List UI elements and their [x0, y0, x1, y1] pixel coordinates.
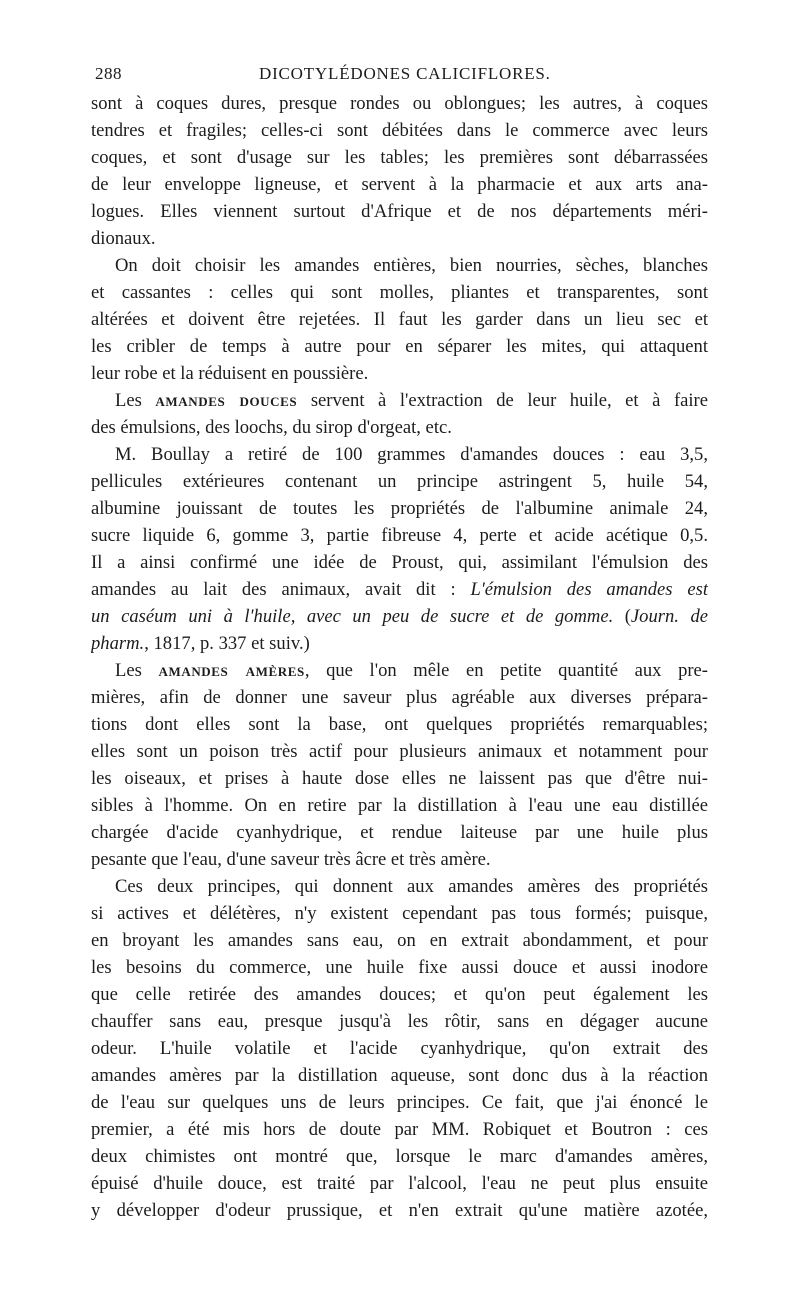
italic-quote: L'émulsion des amandes est [470, 579, 708, 600]
text-run: , que l'on mêle en petite quantité aux pre- [304, 660, 708, 681]
italic-citation: Journ. de [630, 606, 708, 627]
text-line: et cassantes : celles qui sont molles, pliantes et transparentes, sont [91, 282, 708, 303]
text-line: Ces deux principes, qui donnent aux amandes amères des propriétés [115, 876, 708, 897]
text-line: dionaux. [91, 228, 156, 249]
running-head [91, 58, 708, 90]
text-line: les oiseaux, et prises à haute dose elles ne laissent pas que d'être nui- [91, 768, 708, 789]
text-line: chauffer sans eau, presque jusqu'à les rôtir, sans en dégager aucune [91, 1011, 708, 1032]
text-line: sucre liquide 6, gomme 3, partie fibreuse 4, perte et acide acétique 0,5. [91, 525, 708, 546]
text-run: Les [115, 390, 156, 411]
small-caps-term: amandes amères [158, 660, 305, 681]
text-line: M. Boullay a retiré de 100 grammes d'amandes douces : eau 3,5, [115, 444, 708, 465]
text-line: chargée d'acide cyanhydrique, et rendue laiteuse par une huile plus [91, 822, 708, 843]
text-run: ( [613, 606, 631, 627]
text-line: logues. Elles viennent surtout d'Afrique et de nos départements méri- [91, 201, 708, 222]
text-line: elles sont un poison très actif pour plusieurs animaux et notamment pour [91, 741, 708, 762]
text-line: On doit choisir les amandes entières, bien nourries, sèches, blanches [115, 255, 708, 276]
text-line: en broyant les amandes sans eau, on en extrait abondamment, et pour [91, 930, 708, 951]
book-page [91, 58, 708, 1224]
text-run: , 1817, p. 337 et suiv.) [144, 633, 310, 654]
text-line: pesante que l'eau, d'une saveur très âcre et très amère. [91, 849, 491, 870]
text-line: altérées et doivent être rejetées. Il faut les garder dans un lieu sec et [91, 309, 708, 330]
text-run: servent à l'extraction de leur huile, et à faire [297, 390, 708, 411]
text-line: y développer d'odeur prussique, et n'en extrait qu'une matière azotée, [91, 1200, 708, 1221]
text-line [91, 630, 708, 657]
text-run: Les [115, 660, 159, 681]
text-line: Il a ainsi confirmé une idée de Proust, qui, assimilant l'émulsion des [91, 552, 708, 573]
text-line: que celle retirée des amandes douces; et qu'on peut également les [91, 984, 708, 1005]
text-line: premier, a été mis hors de doute par MM. Robiquet et Boutron : ces [91, 1119, 708, 1140]
text-line: épuisé d'huile douce, est traité par l'alcool, l'eau ne peut plus ensuite [91, 1173, 708, 1194]
text-line: si actives et délétères, n'y existent cependant pas tous formés; puisque, [91, 903, 708, 924]
text-line: tions dont elles sont la base, ont quelques propriétés remarquables; [91, 714, 708, 735]
text-line: amandes amères par la distillation aqueuse, sont donc dus à la réaction [91, 1065, 708, 1086]
text-line: les cribler de temps à autre pour en séparer les mites, qui attaquent [91, 336, 708, 357]
small-caps-term: amandes douces [155, 390, 298, 411]
text-line: pellicules extérieures contenant un principe astringent 5, huile 54, [91, 471, 708, 492]
body-text [91, 90, 708, 1224]
text-line: deux chimistes ont montré que, lorsque le marc d'amandes amères, [91, 1146, 708, 1167]
text-line: coques, et sont d'usage sur les tables; les premières sont débarrassées [91, 147, 708, 168]
text-line: leur robe et la réduisent en poussière. [91, 363, 369, 384]
page-number: 288 [95, 64, 122, 83]
text-line: mières, afin de donner une saveur plus agréable aux diverses prépara- [91, 687, 708, 708]
text-line [91, 387, 708, 414]
text-line: albumine jouissant de toutes les propriétés de l'albumine animale 24, [91, 498, 708, 519]
text-run: amandes au lait des animaux, avait dit : [91, 579, 471, 600]
text-line [91, 576, 708, 603]
text-line: tendres et fragiles; celles-ci sont débitées dans le commerce avec leurs [91, 120, 708, 141]
text-line [91, 657, 708, 684]
italic-citation: pharm. [91, 633, 145, 654]
text-line: des émulsions, des loochs, du sirop d'orgeat, etc. [91, 417, 452, 438]
italic-quote: un caséum uni à l'huile, avec un peu de sucre et de gomme. [91, 606, 614, 627]
text-line: les besoins du commerce, une huile fixe aussi douce et aussi inodore [91, 957, 708, 978]
text-line [91, 603, 708, 630]
text-line: de leur enveloppe ligneuse, et servent à la pharmacie et aux arts ana- [91, 174, 708, 195]
text-line: odeur. L'huile volatile et l'acide cyanhydrique, qu'on extrait des [91, 1038, 708, 1059]
running-title: DICOTYLÉDONES CALICIFLORES. [259, 64, 551, 83]
text-line: sibles à l'homme. On en retire par la distillation à l'eau une eau distillée [91, 795, 708, 816]
text-line: de l'eau sur quelques uns de leurs principes. Ce fait, que j'ai énoncé le [91, 1092, 708, 1113]
text-line: sont à coques dures, presque rondes ou oblongues; les autres, à coques [91, 93, 708, 114]
